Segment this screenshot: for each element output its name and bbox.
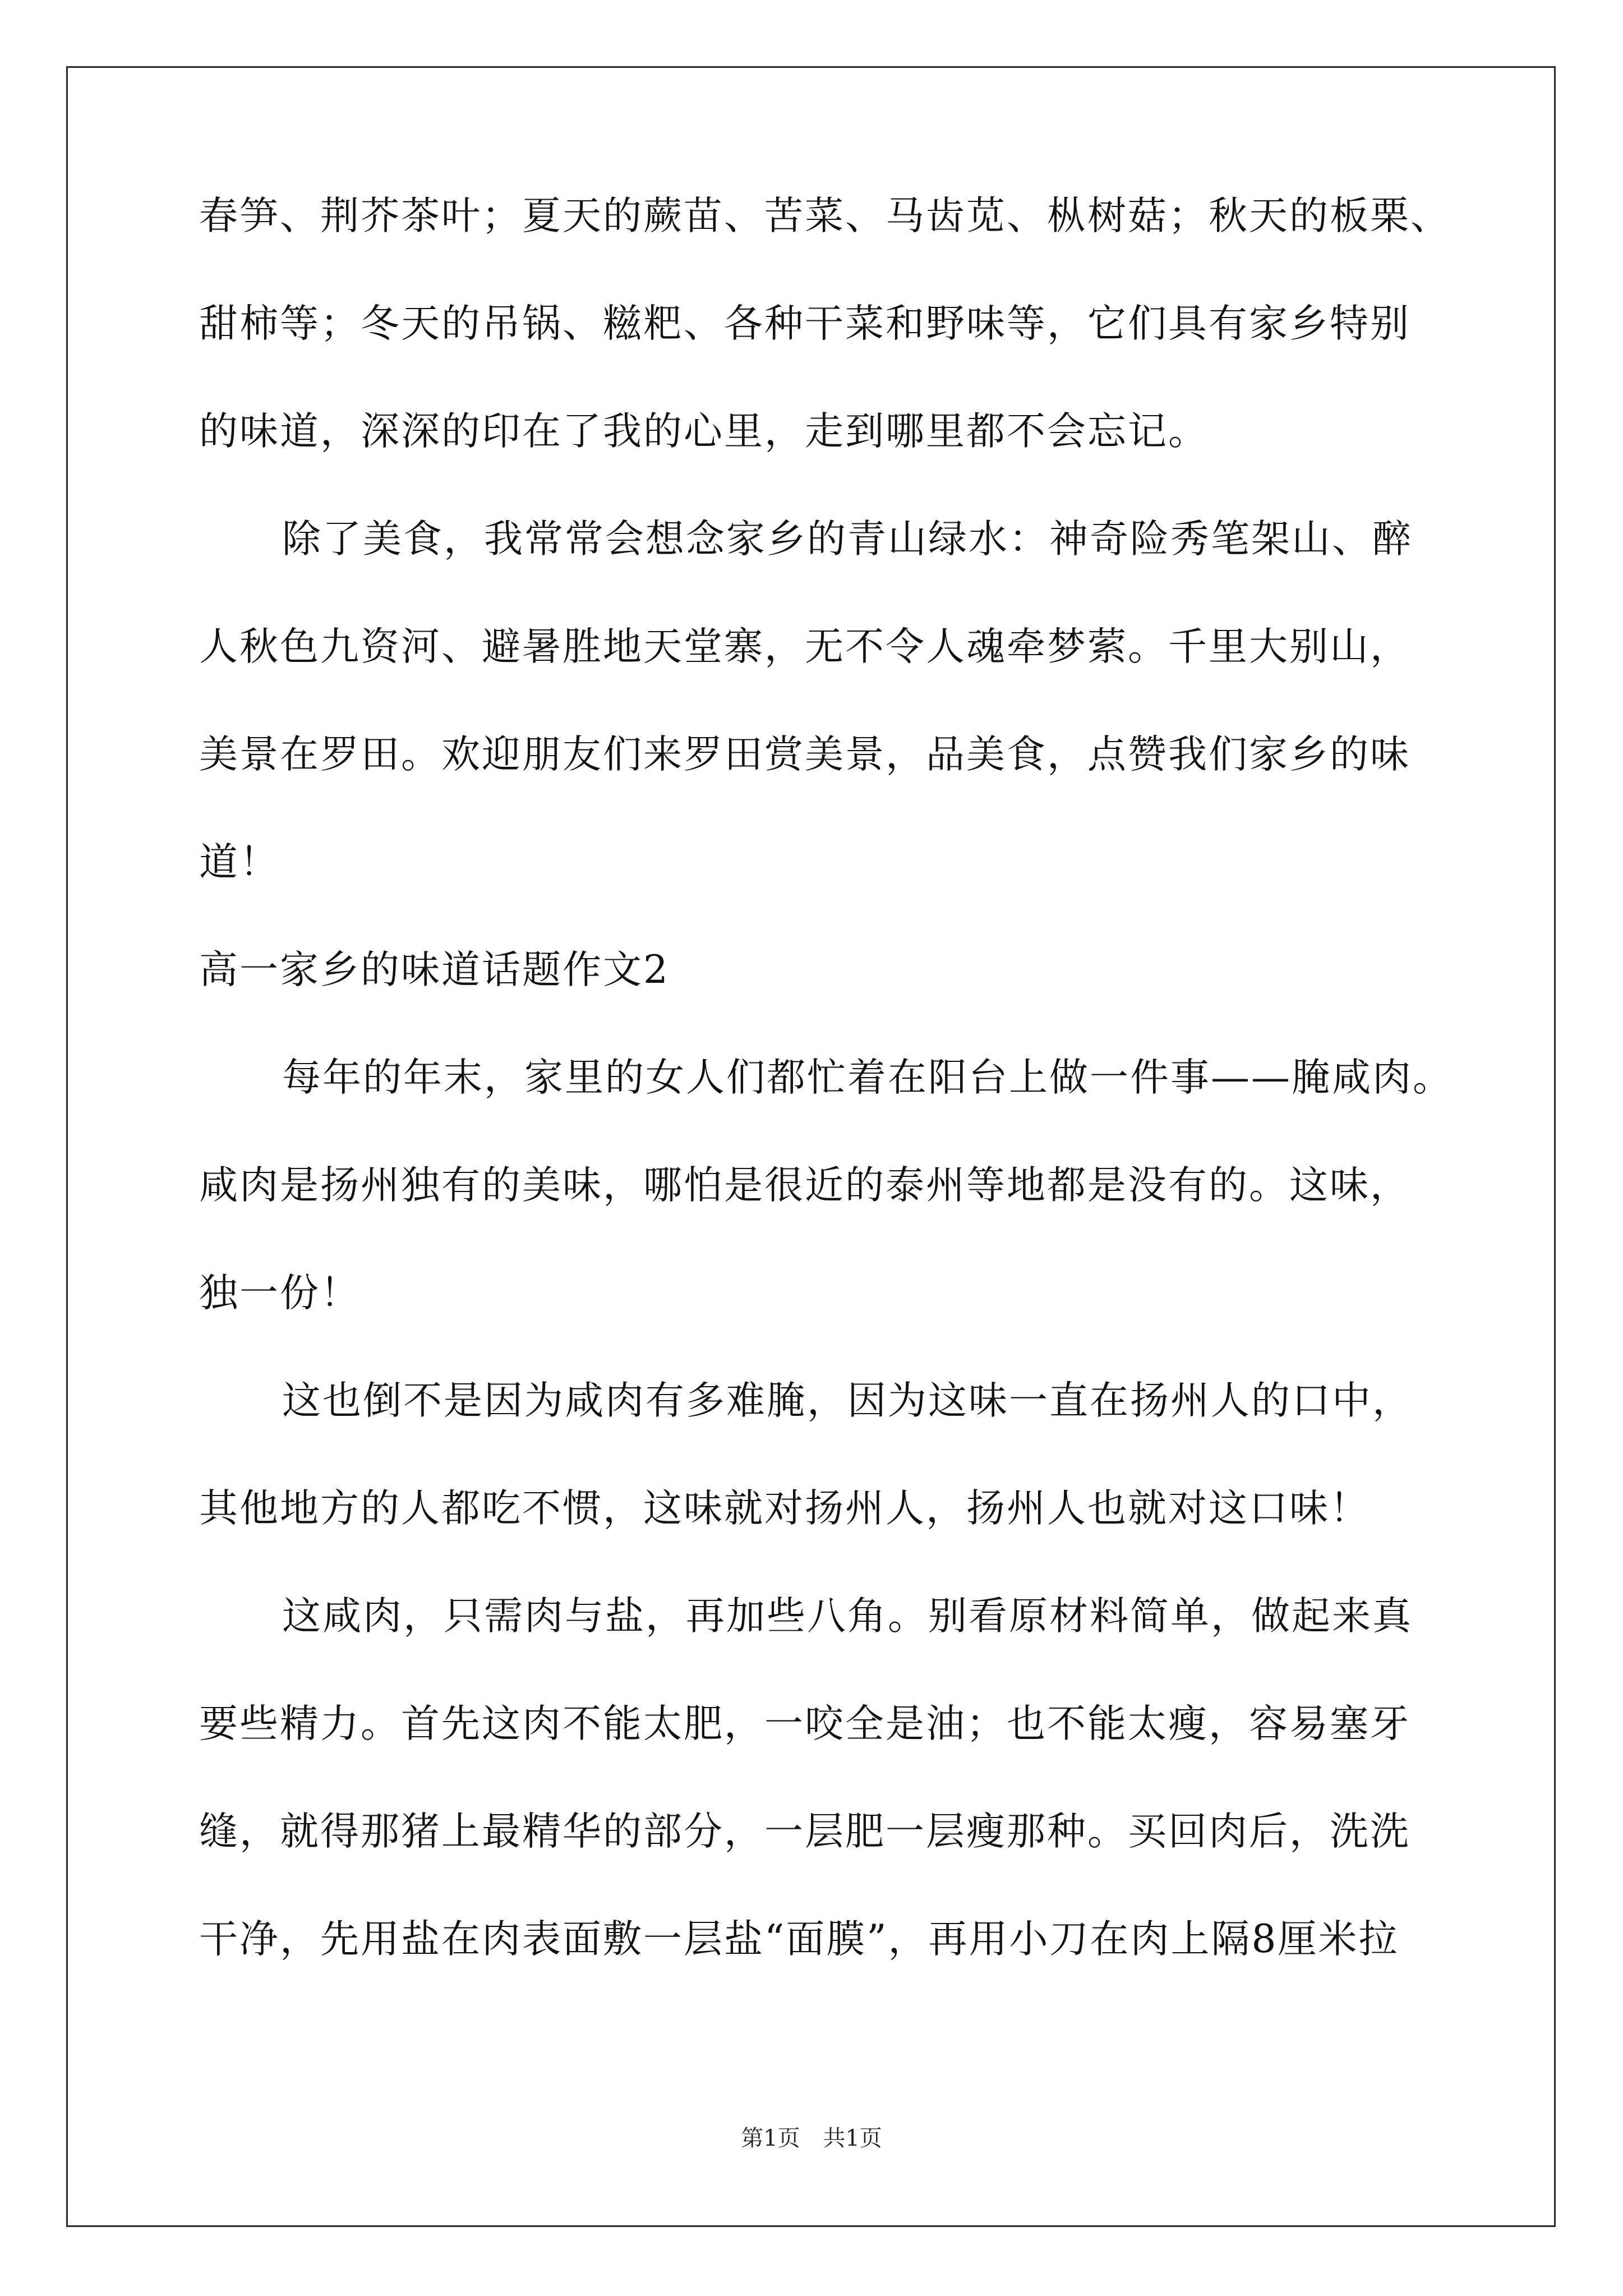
paragraph-first-line: 这也倒不是因为咸肉有多难腌，因为这味一直在扬州人的口中，: [282, 1378, 1413, 1423]
page-border: [66, 66, 1556, 2227]
section-heading: 高一家乡的味道话题作文2: [199, 947, 670, 992]
text-line: 道！: [199, 840, 280, 885]
text-line: 独一份！: [199, 1271, 361, 1315]
text-line: 咸肉是扬州独有的美味，哪怕是很近的泰州等地都是没有的。这味，: [199, 1163, 1410, 1208]
text-line: 人秋色九资河、避暑胜地天堂寨，无不令人魂牵梦萦。千里大别山，: [199, 624, 1410, 669]
text-line: 美景在罗田。欢迎朋友们来罗田赏美景，品美食，点赞我们家乡的味: [199, 732, 1410, 777]
paragraph-first-line: 除了美食，我常常会想念家乡的青山绿水：神奇险秀笔架山、醉: [282, 517, 1413, 562]
text-line: 其他地方的人都吃不惯，这味就对扬州人，扬州人也就对这口味！: [199, 1486, 1370, 1531]
text-line: 甜柿等；冬天的吊锅、糍粑、各种干菜和野味等，它们具有家乡特别: [199, 301, 1410, 346]
paragraph-first-line: 每年的年末，家里的女人们都忙着在阳台上做一件事——腌咸肉。: [282, 1055, 1453, 1100]
page-number-current: 第1页: [741, 2125, 800, 2151]
page-footer: [0, 2120, 1623, 2152]
text-line: 要些精力。首先这肉不能太肥，一咬全是油；也不能太瘦，容易塞牙: [199, 1701, 1410, 1746]
paragraph-first-line: 这咸肉，只需肉与盐，再加些八角。别看原材料简单，做起来真: [282, 1594, 1413, 1639]
text-line: 春笋、荆芥茶叶；夏天的蕨苗、苦菜、马齿苋、枞树菇；秋天的板栗、: [199, 194, 1451, 238]
text-line: 的味道，深深的印在了我的心里，走到哪里都不会忘记。: [199, 409, 1209, 454]
text-line: 缝，就得那猪上最精华的部分，一层肥一层瘦那种。买回肉后，洗洗: [199, 1809, 1410, 1854]
text-line: 干净，先用盐在肉表面敷一层盐“面膜”，再用小刀在肉上隔8厘米拉: [199, 1917, 1399, 1962]
page-number-total: 共1页: [823, 2125, 882, 2151]
